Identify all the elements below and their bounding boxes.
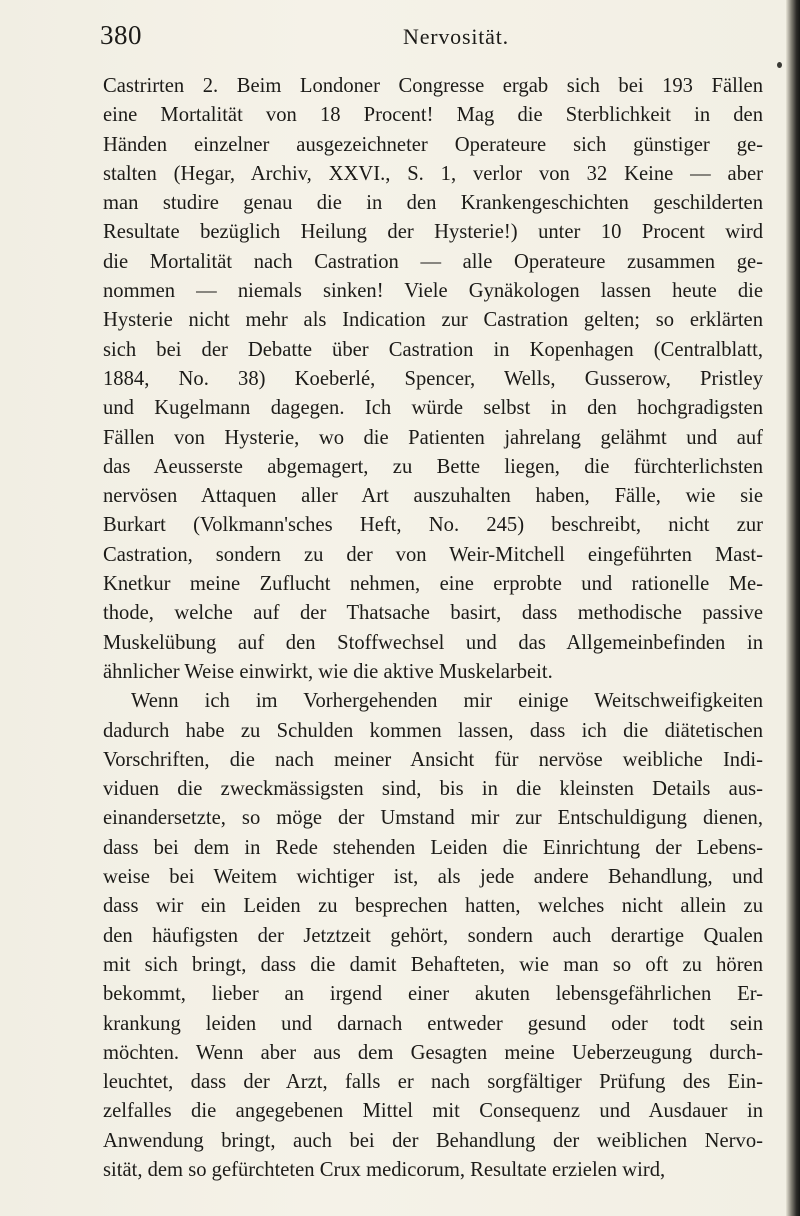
- text-line: Vorschriften, die nach meiner Ansicht für nervöse weibliche Indi-: [103, 748, 763, 771]
- text-line: und Kugelmann dagegen. Ich würde selbst in den hochgradigsten: [103, 397, 763, 420]
- text-line: sität, dem so gefürchteten Crux medicorum, Resultate erzielen wird,: [103, 1158, 666, 1181]
- ink-speck: [777, 62, 782, 68]
- text-line: Castration, sondern zu der von Weir-Mitchell eingeführten Mast-: [103, 543, 763, 566]
- text-line: sich bei der Debatte über Castration in Kopenhagen (Centralblatt,: [103, 338, 763, 361]
- text-line: stalten (Hegar, Archiv, XXVI., S. 1, verlor von 32 Keine — aber: [103, 162, 763, 185]
- text-line: eine Mortalität von 18 Procent! Mag die Sterblichkeit in den: [103, 104, 763, 127]
- book-spine-edge: [786, 0, 800, 1216]
- text-line: bekommt, lieber an irgend einer akuten lebensgefährlichen Er-: [103, 983, 763, 1006]
- text-line: krankung leiden und darnach entweder gesund oder todt sein: [103, 1012, 763, 1035]
- text-line: ähnlicher Weise einwirkt, wie die aktive Muskelarbeit.: [103, 660, 553, 683]
- text-line: Resultate bezüglich Heilung der Hysterie!) unter 10 Procent wird: [103, 221, 763, 244]
- text-line: thode, welche auf der Thatsache basirt, dass methodische passive: [103, 602, 763, 625]
- text-line: Wenn ich im Vorhergehenden mir einige Weitschweifigkeiten: [131, 690, 763, 713]
- paragraph: [103, 687, 763, 1185]
- text-line: Anwendung bringt, auch bei der Behandlung der weiblichen Nervo-: [103, 1129, 763, 1152]
- running-head: Nervosität.: [403, 24, 509, 49]
- text-line: leuchtet, dass der Arzt, falls er nach sorgfältiger Prüfung des Ein-: [103, 1071, 763, 1094]
- text-line: nommen — niemals sinken! Viele Gynäkologen lassen heute die: [103, 280, 763, 303]
- text-line: Hysterie nicht mehr als Indication zur Castration gelten; so erklärten: [103, 309, 763, 332]
- page-number: 380: [100, 20, 142, 50]
- text-line: viduen die zweckmässigsten sind, bis in die kleinsten Details aus-: [103, 778, 763, 801]
- text-line: mit sich bringt, dass die damit Behafteten, wie man so oft zu hören: [103, 953, 763, 976]
- paragraph: [103, 72, 763, 687]
- text-line: den häufigsten der Jetztzeit gehört, sondern auch derartige Qualen: [103, 924, 763, 947]
- text-line: dass wir ein Leiden zu besprechen hatten, welches nicht allein zu: [103, 895, 763, 918]
- text-line: möchten. Wenn aber aus dem Gesagten meine Ueberzeugung durch-: [103, 1041, 763, 1064]
- text-line: Burkart (Volkmann'sches Heft, No. 245) beschreibt, nicht zur: [103, 514, 763, 537]
- text-line: Knetkur meine Zuflucht nehmen, eine erprobte und rationelle Me-: [103, 573, 763, 596]
- text-line: Castrirten 2. Beim Londoner Congresse ergab sich bei 193 Fällen: [103, 75, 763, 97]
- text-line: einandersetzte, so möge der Umstand mir zur Entschuldigung dienen,: [103, 807, 763, 830]
- text-line: das Aeusserste abgemagert, zu Bette liegen, die fürchterlichsten: [103, 455, 763, 478]
- body-text: [103, 72, 763, 1185]
- text-line: die Mortalität nach Castration — alle Operateure zusammen ge-: [103, 250, 763, 273]
- text-line: Händen einzelner ausgezeichneter Operateure sich günstiger ge-: [103, 133, 763, 156]
- text-line: Muskelübung auf den Stoffwechsel und das Allgemeinbefinden in: [103, 631, 763, 654]
- text-line: 1884, No. 38) Koeberlé, Spencer, Wells, Gusserow, Pristley: [103, 367, 763, 390]
- text-line: zelfalles die angegebenen Mittel mit Consequenz und Ausdauer in: [103, 1100, 763, 1123]
- text-line: man studire genau die in den Krankengeschichten geschilderten: [103, 192, 763, 215]
- text-line: dass bei dem in Rede stehenden Leiden die Einrichtung der Lebens-: [103, 836, 763, 859]
- page-header: [100, 20, 790, 60]
- text-line: Fällen von Hysterie, wo die Patienten jahrelang gelähmt und auf: [103, 426, 763, 449]
- text-line: nervösen Attaquen aller Art auszuhalten haben, Fälle, wie sie: [103, 485, 763, 508]
- text-line: dadurch habe zu Schulden kommen lassen, dass ich die diätetischen: [103, 719, 763, 742]
- text-line: weise bei Weitem wichtiger ist, als jede andere Behandlung, und: [103, 866, 763, 889]
